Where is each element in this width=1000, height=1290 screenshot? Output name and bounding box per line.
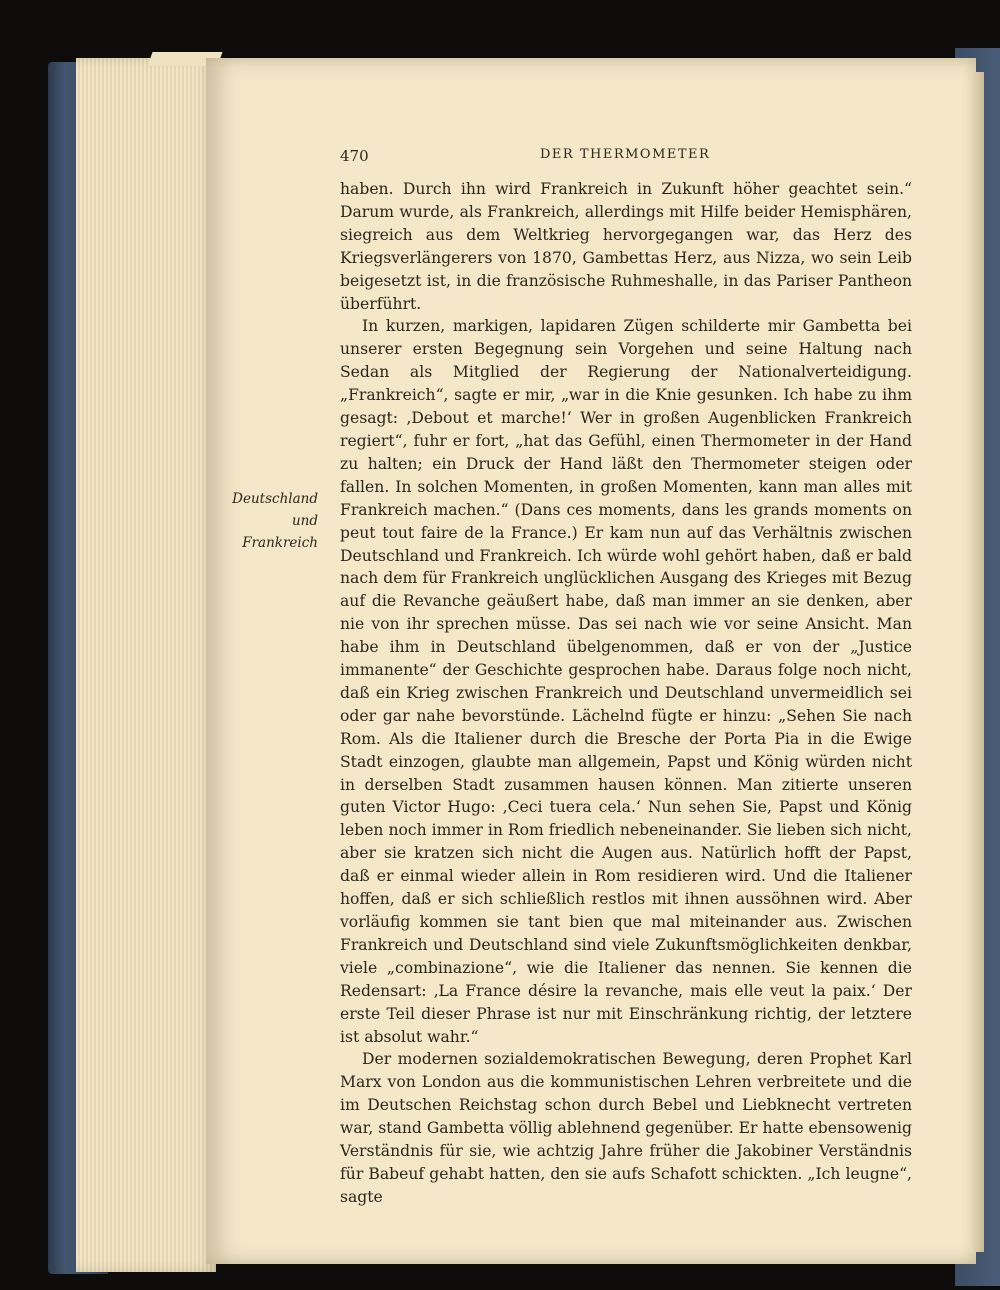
margin-note-line: Frankreich [242,535,318,551]
margin-note-line: und [291,513,318,529]
page-edges [76,58,216,1272]
margin-note [210,488,318,554]
running-head: DER THERMOMETER [540,147,711,162]
page-number: 470 [340,147,369,165]
margin-note-line: Deutschland [232,491,318,507]
paragraph: haben. Durch ihn wird Frankreich in Zukunft höher geachtet sein.“ Darum wurde, als Frankreich, allerdings mit Hilfe beider Hemisphären, siegreich aus dem Weltkrieg hervorgegangen war, das Herz des Kriegsverlängerers von 1870, Gambettas Herz, aus Nizza, wo sein Leib beigesetzt ist, in die französische Ruhmeshalle, in das Pariser Pantheon überführt. [340,180,912,313]
page-header [340,147,912,169]
paragraph: In kurzen, markigen, lapidaren Zügen schilderte mir Gambetta bei unserer ersten Begegnung sein Vorgehen und seine Haltung nach Sedan als Mitglied der Regierung der Nationalverteidigung. „Frankreich“, sagte er mir, „war in die Knie gesunken. Ich habe zu ihm gesagt: ‚Debout et marche!‘ Wer in großen Augenblicken Frankreich regiert“, fuhr er fort, „hat das Gefühl, einen Thermometer in der Hand zu halten; ein Druck der Hand läßt den Thermometer steigen oder fallen. In solchen Momenten, in großen Momenten, kann man alles mit Frankreich machen.“ (Dans ces moments, dans les grands moments on peut tout faire de la France.) Er kam nun auf das Verhältnis zwischen Deutschland und Frankreich. Ich würde wohl gehört haben, daß er bald nach dem für Frankreich unglücklichen Ausgang des Krieges mit Bezug auf die Revanche geäußert habe, daß man immer an sie denken, aber nie von ihr sprechen müsse. Das sei nach wie vor seine Ansicht. Man habe ihm in Deutschland übelgenommen, daß er von der „Justice immanente“ der Geschichte gesprochen habe. Daraus folge noch nicht, daß ein Krieg zwischen Frankreich und Deutschland unvermeidlich sei oder gar nahe bevorstünde. Lächelnd fügte er hinzu: „Sehen Sie nach Rom. Als die Italiener durch die Bresche der Porta Pia in die Ewige Stadt einzogen, glaubte man allgemein, Papst und König würden nicht in derselben Stadt zusammen hausen können. Man zitierte unseren guten Victor Hugo: ‚Ceci tuera cela.‘ Nun sehen Sie, Papst und König leben noch immer in Rom friedlich nebeneinander. Sie lieben sich nicht, aber sie kratzen sich nicht die Augen aus. Natürlich hofft der Papst, daß er einmal wieder allein in Rom residieren wird. Und die Italiener hoffen, daß er sich schließlich restlos mit ihnen aussöhnen wird. Aber vorläufig kommen sie tant bien que mal miteinander aus. Zwischen Frankreich und Deutschland sind viele Zukunftsmöglichkeiten denkbar, viele „combinazione“, wie die Italiener das nennen. Sie kennen die Redensart: ‚La France désire la revanche, mais elle veut la paix.‘ Der erste Teil dieser Phrase ist nur mit Einschränkung richtig, der letztere ist absolut wahr.“ [340,317,912,1046]
body-text [340,178,912,1209]
page-right-edge [970,72,984,1252]
paragraph: Der modernen sozialdemokratischen Bewegung, deren Prophet Karl Marx von London aus die kommunistischen Lehren verbreitete und die im Deutschen Reichstag schon durch Bebel und Liebknecht vertreten war, stand Gambetta völlig ablehnend gegenüber. Er hatte ebensowenig Verständnis für sie, wie achtzig Jahre früher die Jakobiner Verständnis für Babeuf gehabt hatten, den sie aufs Schafott schickten. „Ich leugne“, sagte [340,1050,912,1206]
